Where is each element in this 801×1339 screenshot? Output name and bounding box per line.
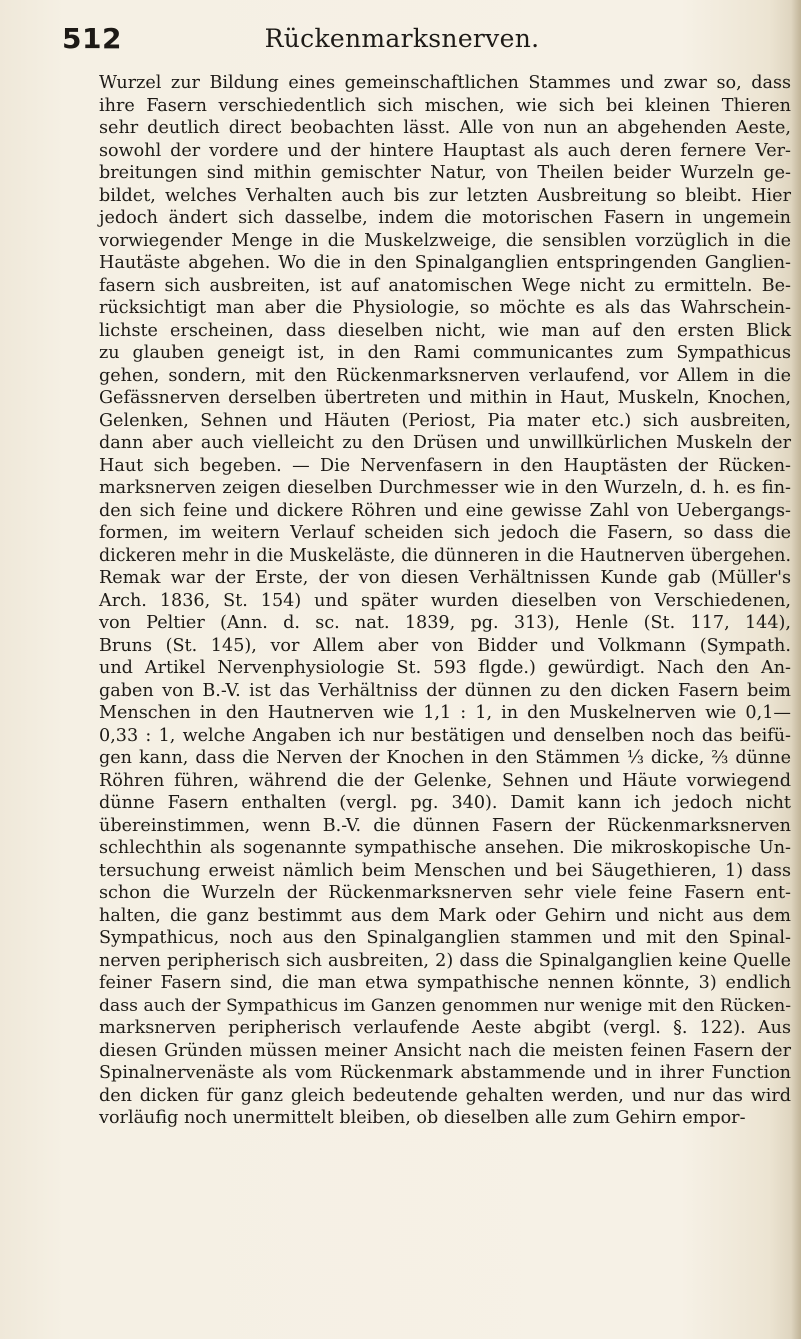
text-line: sehr deutlich direct beobachten lässt. Alle von nun an abgehenden Aeste,	[99, 118, 791, 138]
text-line: halten, die ganz bestimmt aus dem Mark oder Gehirn und nicht aus dem	[99, 905, 791, 926]
text-line: Spinalnervenäste als vom Rückenmark abstammende und in ihrer Function	[99, 1063, 791, 1083]
text-line: dann aber auch vielleicht zu den Drüsen und unwillkürlichen Muskeln der	[99, 433, 791, 453]
text-line: Haut sich begeben. — Die Nervenfasern in den Hauptästen der Rücken-	[99, 455, 791, 476]
text-line: formen, im weitern Verlauf scheiden sich jedoch die Fasern, so dass die	[99, 523, 791, 543]
text-line: jedoch ändert sich dasselbe, indem die motorischen Fasern in ungemein	[99, 208, 791, 228]
text-line: diesen Gründen müssen meiner Ansicht nach die meisten feinen Fasern der	[99, 1040, 791, 1061]
text-line: vorläufig noch unermittelt bleiben, ob dieselben alle zum Gehirn empor-	[99, 1108, 746, 1128]
text-line: Arch. 1836, St. 154) und später wurden dieselben von Verschiedenen,	[99, 590, 791, 611]
running-title: Rückenmarksnerven.	[264, 24, 540, 53]
text-line: gen kann, dass die Nerven der Knochen in den Stämmen ⅓ dicke, ⅔ dünne	[99, 748, 791, 768]
text-line: übereinstimmen, wenn B.-V. die dünnen Fasern der Rückenmarksnerven	[99, 815, 791, 836]
text-line: Bruns (St. 145), vor Allem aber von Bidder und Volkmann (Sympath.	[99, 635, 791, 656]
text-line: breitungen sind mithin gemischter Natur, von Theilen beider Wurzeln ge-	[99, 163, 791, 183]
text-line: sowohl der vordere und der hintere Hauptast als auch deren fernere Ver-	[99, 140, 791, 161]
text-line: bildet, welches Verhalten auch bis zur letzten Ausbreitung so bleibt. Hier	[99, 185, 791, 206]
text-line: und Artikel Nervenphysiologie St. 593 flgde.) gewürdigt. Nach den An-	[99, 658, 791, 678]
text-line: Remak war der Erste, der von diesen Verhältnissen Kunde gab (Müller's	[99, 568, 791, 588]
text-line: feiner Fasern sind, die man etwa sympathische nennen könnte, 3) endlich	[99, 973, 791, 993]
text-line: von Peltier (Ann. d. sc. nat. 1839, pg. 313), Henle (St. 117, 144),	[99, 613, 791, 633]
text-line: vorwiegender Menge in die Muskelzweige, die sensiblen vorzüglich in die	[99, 230, 791, 251]
text-line: fasern sich ausbreiten, ist auf anatomischen Wege nicht zu ermitteln. Be-	[99, 275, 791, 296]
text-line: dickeren mehr in die Muskeläste, die dünneren in die Hautnerven übergehen.	[99, 545, 791, 566]
text-line: marksnerven peripherisch verlaufende Aeste abgibt (vergl. §. 122). Aus	[99, 1018, 791, 1038]
text-line: dass auch der Sympathicus im Ganzen genommen nur wenige mit den Rücken-	[99, 995, 791, 1016]
text-line: 0,33 : 1, welche Angaben ich nur bestätigen und denselben noch das beifü-	[99, 725, 791, 746]
text-line: marksnerven zeigen dieselben Durchmesser wie in den Wurzeln, d. h. es fin-	[99, 478, 791, 498]
text-line: gehen, sondern, mit den Rückenmarksnerven verlaufend, vor Allem in die	[99, 365, 791, 386]
text-line: schlechthin als sogenannte sympathische ansehen. Die mikroskopische Un-	[99, 838, 791, 858]
page-number: 512	[62, 22, 122, 55]
text-line: den dicken für ganz gleich bedeutende gehalten werden, und nur das wird	[99, 1085, 791, 1106]
text-line: Menschen in den Hautnerven wie 1,1 : 1, in den Muskelnerven wie 0,1—	[99, 703, 791, 723]
text-line: Gelenken, Sehnen und Häuten (Periost, Pia mater etc.) sich ausbreiten,	[99, 410, 791, 431]
text-line: lichste erscheinen, dass dieselben nicht, wie man auf den ersten Blick	[99, 320, 791, 341]
text-line: zu glauben geneigt ist, in den Rami communicantes zum Sympathicus	[99, 343, 791, 363]
body-text	[99, 72, 791, 1130]
text-line: den sich feine und dickere Röhren und eine gewisse Zahl von Uebergangs-	[99, 500, 791, 521]
text-line: Hautäste abgehen. Wo die in den Spinalganglien entspringenden Ganglien-	[99, 253, 791, 273]
text-line: ihre Fasern verschiedentlich sich mischen, wie sich bei kleinen Thieren	[99, 95, 791, 116]
text-line: tersuchung erweist nämlich beim Menschen und bei Säugethieren, 1) dass	[99, 860, 791, 881]
text-line: rücksichtigt man aber die Physiologie, so möchte es als das Wahrschein-	[99, 298, 791, 318]
text-line: Röhren führen, während die der Gelenke, Sehnen und Häute vorwiegend	[99, 770, 791, 791]
text-line: nerven peripherisch sich ausbreiten, 2) dass die Spinalganglien keine Quelle	[99, 950, 791, 971]
text-line: Gefässnerven derselben übertreten und mithin in Haut, Muskeln, Knochen,	[99, 388, 791, 408]
page-edge-shadow	[791, 0, 801, 1339]
text-line: Sympathicus, noch aus den Spinalganglien stammen und mit den Spinal-	[99, 928, 791, 948]
text-line: Wurzel zur Bildung eines gemeinschaftlichen Stammes und zwar so, dass	[99, 73, 791, 93]
text-line: schon die Wurzeln der Rückenmarksnerven sehr viele feine Fasern ent-	[99, 883, 791, 903]
text-line: gaben von B.-V. ist das Verhältniss der dünnen zu den dicken Fasern beim	[99, 680, 791, 701]
page-header	[52, 22, 752, 62]
text-line: dünne Fasern enthalten (vergl. pg. 340). Damit kann ich jedoch nicht	[99, 793, 791, 813]
